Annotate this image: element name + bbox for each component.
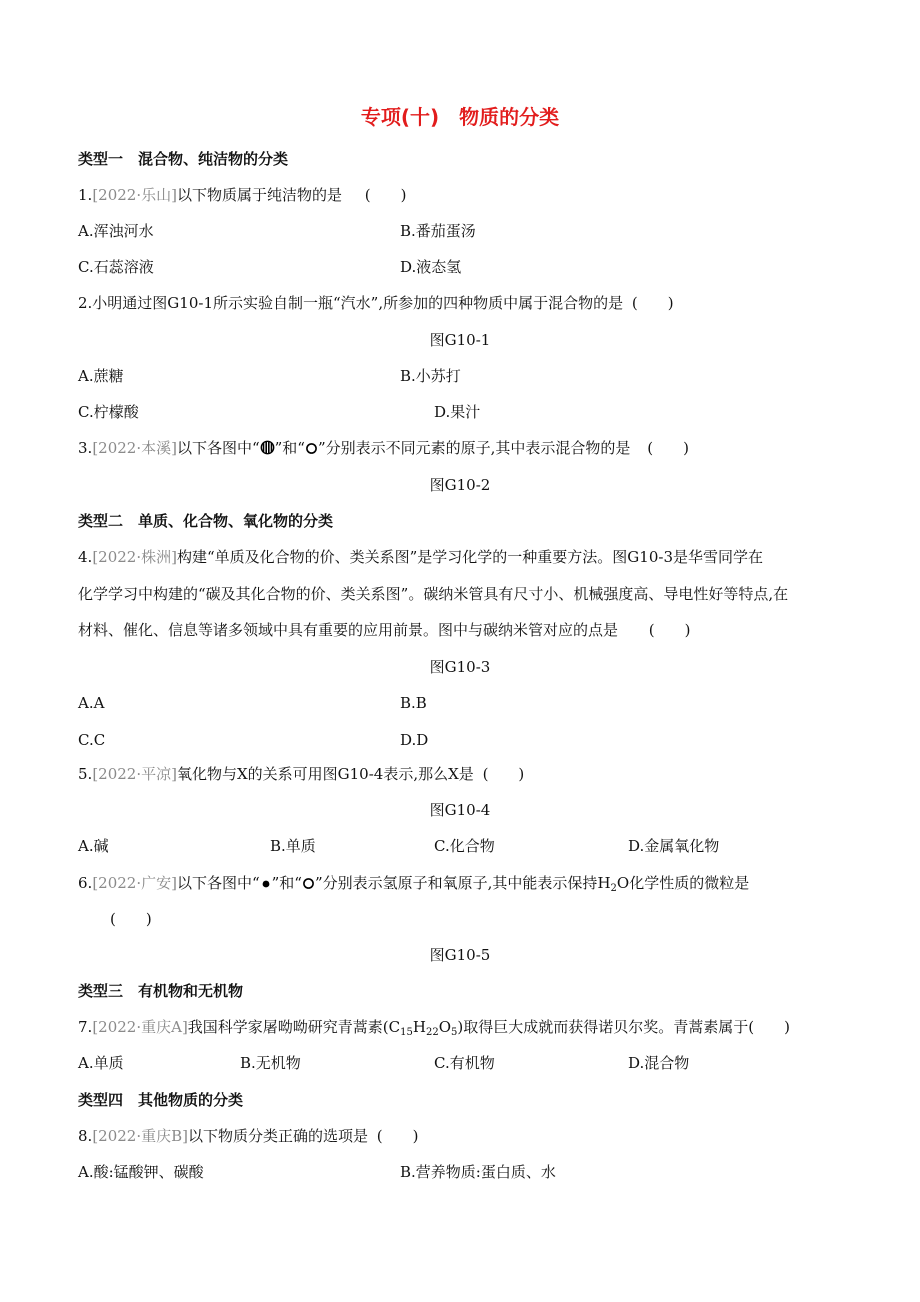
question-number: 7. — [78, 1018, 93, 1036]
answer-paren: ( ) — [648, 621, 691, 639]
question-2 — [78, 293, 674, 313]
question-source: [2022·重庆B] — [92, 1127, 188, 1145]
question-text: ”分别表示氢原子和氧原子,其中能表示保持 — [314, 874, 598, 892]
formula-subscript: 5 — [451, 1027, 458, 1038]
oxygen-atom-icon — [302, 877, 315, 890]
figure-caption: 图G10-2 — [429, 476, 491, 494]
option-b: B.无机物 — [240, 1054, 301, 1072]
question-text: ”和“ — [274, 439, 305, 457]
option-b: B.小苏打 — [400, 367, 461, 385]
question-4-line-1 — [78, 547, 763, 567]
question-8 — [78, 1126, 419, 1146]
answer-paren: ( ) — [631, 294, 674, 312]
figure-caption: 图G10-3 — [429, 658, 491, 676]
section-heading-1: 类型一 混合物、纯洁物的分类 — [78, 150, 289, 168]
option-c: C.有机物 — [434, 1054, 495, 1072]
question-text: ”分别表示不同元素的原子,其中表示混合物的是 — [317, 439, 631, 457]
question-text: 构建“单质及化合物的价、类关系图”是学习化学的一种重要方法。图G10-3是华雪同学在 — [176, 548, 763, 566]
option-c: C.C — [78, 731, 106, 749]
question-4-line-2: 化学学习中构建的“碳及其化合物的价、类关系图”。碳纳米管具有尺寸小、机械强度高、导电性好等特点,在 — [78, 585, 789, 603]
option-d: D.金属氧化物 — [628, 837, 720, 855]
question-text: ”和“ — [271, 874, 302, 892]
figure-caption: 图G10-5 — [429, 946, 491, 964]
question-text: 以下物质分类正确的选项是 — [187, 1127, 368, 1145]
formula-subscript: 22 — [425, 1027, 439, 1038]
option-c: C.石蕊溶液 — [78, 258, 154, 276]
option-b: B.单质 — [270, 837, 316, 855]
hatched-atom-icon — [260, 440, 275, 455]
question-text: )取得巨大成就而获得诺贝尔奖。青蒿素属于 — [457, 1018, 749, 1036]
question-number: 4. — [78, 548, 93, 566]
question-7 — [78, 1017, 790, 1037]
answer-paren: ( ) — [110, 910, 152, 928]
option-a: A.单质 — [78, 1054, 124, 1072]
figure-caption: 图G10-4 — [429, 801, 491, 819]
question-text: 材料、催化、信息等诸多领域中具有重要的应用前景。图中与碳纳米管对应的点是 — [78, 621, 619, 639]
answer-paren: ( ) — [482, 765, 525, 783]
formula-h: H — [412, 1018, 426, 1036]
option-b: B.番茄蛋汤 — [400, 222, 476, 240]
formula-subscript: 15 — [400, 1027, 413, 1038]
section-heading-4: 类型四 其他物质的分类 — [78, 1091, 244, 1109]
question-text: 我国科学家屠呦呦研究青蒿素(C — [187, 1018, 401, 1036]
question-text: 以下各图中“ — [176, 439, 260, 457]
question-6 — [78, 873, 749, 893]
page-title: 专项(十) 物质的分类 — [360, 105, 560, 129]
question-number: 5. — [78, 765, 93, 783]
hollow-atom-icon — [305, 442, 318, 455]
question-number: 8. — [78, 1127, 93, 1145]
question-4-line-3 — [78, 620, 691, 640]
formula-subscript: 2 — [610, 883, 617, 894]
question-source: [2022·广安] — [92, 874, 177, 892]
question-source: [2022·本溪] — [92, 439, 177, 457]
question-source: [2022·重庆A] — [92, 1018, 188, 1036]
answer-paren: ( ) — [748, 1018, 790, 1036]
question-number: 1. — [78, 186, 93, 204]
question-text: 以下物质属于纯洁物的是 — [176, 186, 342, 204]
question-3 — [78, 438, 689, 458]
formula-h: H — [597, 874, 611, 892]
option-d: D.果汁 — [434, 403, 481, 421]
question-text: 化学性质的微粒是 — [629, 874, 750, 892]
question-source: [2022·平凉] — [92, 765, 177, 783]
option-d: D.液态氢 — [400, 258, 462, 276]
hydrogen-atom-icon — [260, 878, 272, 890]
option-b: B.营养物质:蛋白质、水 — [400, 1163, 556, 1181]
section-heading-3: 类型三 有机物和无机物 — [78, 982, 244, 1000]
option-a: A.A — [78, 694, 105, 712]
formula-o: O — [616, 874, 630, 892]
question-1 — [78, 185, 406, 205]
option-c: C.柠檬酸 — [78, 403, 139, 421]
answer-paren: ( ) — [376, 1127, 419, 1145]
question-number: 3. — [78, 439, 93, 457]
section-heading-2: 类型二 单质、化合物、氧化物的分类 — [78, 512, 334, 530]
question-number: 6. — [78, 874, 93, 892]
question-source: [2022·乐山] — [92, 186, 177, 204]
option-a: A.蔗糖 — [78, 367, 124, 385]
question-text: 2.小明通过图G10-1所示实验自制一瓶“汽水”,所参加的四种物质中属于混合物的是 — [78, 294, 624, 312]
question-source: [2022·株洲] — [92, 548, 177, 566]
option-b: B.B — [400, 694, 427, 712]
option-a: A.浑浊河水 — [78, 222, 154, 240]
option-a: A.酸:锰酸钾、碳酸 — [78, 1163, 204, 1181]
answer-paren: ( ) — [647, 439, 689, 457]
option-c: C.化合物 — [434, 837, 495, 855]
option-d: D.混合物 — [628, 1054, 690, 1072]
formula-o: O — [438, 1018, 452, 1036]
question-text: 以下各图中“ — [176, 874, 260, 892]
figure-caption: 图G10-1 — [429, 331, 491, 349]
option-a: A.碱 — [78, 837, 109, 855]
question-text: 氧化物与X的关系可用图G10-4表示,那么X是 — [176, 765, 474, 783]
question-5 — [78, 764, 524, 784]
option-d: D.D — [400, 731, 429, 749]
answer-paren: ( ) — [364, 186, 407, 204]
